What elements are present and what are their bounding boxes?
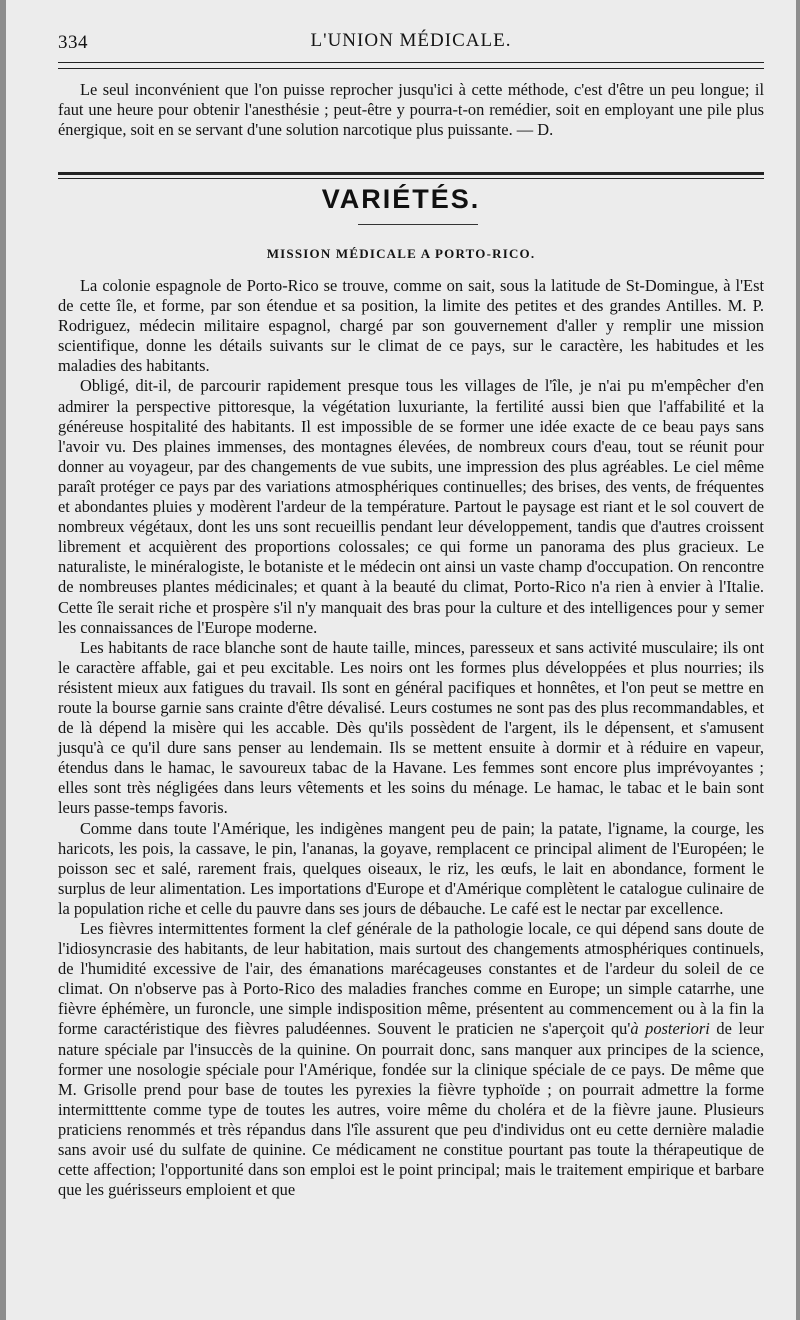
italic-term: à posteriori [630, 1019, 710, 1039]
intro-paragraph [58, 80, 764, 140]
article-paragraph: La colonie espagnole de Porto-Rico se trouve, comme on sait, sous la latitude de St-Domingue, à l'Est de cette île, et forme, par son étendue et sa position, la limite des petites et des grandes Antilles. M. P. Rodriguez, médecin militaire espagnol, chargé par son gouvernement d'aller y remplir une mission scientifique, donne les détails suivants sur le climat de ce pays, sur le caractère, les habitudes et les maladies des habitants. [58, 276, 764, 376]
running-header [58, 28, 764, 58]
article-paragraph: Comme dans toute l'Amérique, les indigènes mangent peu de pain; la patate, l'igname, la courge, les haricots, les pois, la cassave, le pin, l'ananas, la goyave, remplacent ce principal aliment de l'Européen; le poisson sec et salé, rarement frais, quelques oiseaux, le riz, les œufs, le lait en abondance, forment le surplus de leur alimentation. Les importations d'Europe et d'Amérique complètent le catalogue culinaire de la population riche et celle du pauvre dans ses jours de débauche. Le café est le nectar par excellence. [58, 818, 764, 918]
article-paragraph: Obligé, dit-il, de parcourir rapidement presque tous les villages de l'île, je n'ai pu m'empêcher d'en admirer la perspective pittoresque, la végétation luxuriante, la fertilité aussi bien que l'affabilité et la généreuse hospitalité des habitants. Il est impossible de se former une idée exacte de ce beau pays sans l'avoir vu. Des plaines immenses, des montagnes élevées, de nombreux cours d'eau, tout se réunit pour donner au voyageur, par des changements de vue subits, une impression des plus agréables. Le ciel même paraît protéger ce pays par des variations atmosphériques continuelles; des brises, des vents, de fréquentes et abondantes pluies y modèrent l'ardeur de la température. Partout le paysage est riant et le sol couvert de nombreux végétaux, dont les uns sont recueillis pendant leur développement, tandis que d'autres croissent librement et acquièrent des proportions colossales; ce qui forme un panorama des plus gracieux. Le naturaliste, le minéralogiste, le botaniste et le médecin ont ainsi un vaste champ d'occupation. On rencontre de nombreuses plantes médicinales; et quant à la beauté du climat, Porto-Rico n'a rien à envier à l'Italie. Cette île serait riche et prospère s'il n'y manquait des bras pour la culture et des intelligences pour y semer les connaissances de l'Europe moderne. [58, 376, 764, 637]
section-divider-2 [58, 178, 764, 179]
article-body [58, 276, 764, 1200]
article-title: MISSION MÉDICALE A PORTO-RICO. [266, 246, 536, 261]
journal-page [6, 0, 796, 1320]
article-paragraph: Les habitants de race blanche sont de haute taille, minces, paresseux et sans activité musculaire; ils ont le caractère affable, gai et peu excitable. Les noirs ont les formes plus développées et plus nourries; ils résistent mieux aux fatigues du travail. Ils sont en général pacifiques et honnêtes, et l'on peut se mettre en route la bourse garnie sans crainte d'être dévalisé. Leurs costumes ne sont pas des plus recommandables, et de là dépend la misère qui les accable. Dès qu'ils possèdent de l'argent, ils le dépensent, et s'amusent jusqu'à ce qu'il dure sans penser au lendemain. Ils se mettent ensuite à dormir et à réduire en vapeur, étendus dans le hamac, le savoureux tabac de la Havane. Les femmes sont encore plus imprévoyantes ; elles sont très négligées dans leurs vêtements et les soins du ménage. Le hamac, le tabac et le bain sont leurs passe-temps favoris. [58, 637, 764, 818]
header-rule [58, 62, 764, 63]
journal-title: L'UNION MÉDICALE. [310, 30, 512, 51]
intro-text: Le seul inconvénient que l'on puisse reprocher jusqu'ici à cette méthode, c'est d'être un peu longue; il faut une heure pour obtenir l'anesthésie ; peut-être y pourra-t-on remédier, soit en employant une pile plus énergique, soit en se servant d'une solution narcotique plus puissante. — D. [58, 80, 764, 140]
paragraph-text: de leur nature spéciale par l'insuccès de la quinine. On pourrait donc, sans manquer aux principes de la science, former une nosologie spéciale pour l'Amérique, fondée sur la clinique spéciale de ce pays. De même que M. Grisolle prend pour base de toutes les pyrexies la fièvre typhoïde ; on pourrait admettre la forme intermitttente comme type de toutes les autres, voire même du choléra et de la fièvre jaune. Plusieurs praticiens renommés et très répandus dans l'île assurent que peu d'individus ont eu cette dernière maladie sans avoir usé du sulfate de quinine. Ce médicament ne constitue pourtant pas toute la thérapeutique de cette affection; l'opportunité dans son emploi est le point principal; mais le traitement empirique et barbare que les guérisseurs emploient et que [58, 1019, 765, 1200]
heading-underline [358, 224, 478, 225]
article-paragraph [58, 919, 764, 1200]
section-heading: VARIÉTÉS. [321, 184, 481, 214]
paragraph-text: Les fièvres intermittentes forment la clef générale de la pathologie locale, ce qui dépend sans doute de l'idiosyncrasie des habitants, de leur habitation, mais surtout des changements atmosphériques continuels, de l'humidité excessive de l'air, des émanations marécageuses constantes et de l'ardeur du soleil de ce climat. On n'observe pas à Porto-Rico des maladies franches comme en Europe; un simple catarrhe, une fièvre éphémère, un furoncle, une simple indisposition même, présentent au commencement ou à la fin la forme caractéristique des fièvres paludéennes. Souvent le praticien ne s'aperçoit qu' [58, 919, 764, 1039]
header-rule-2 [58, 68, 764, 69]
page-number: 334 [58, 32, 88, 53]
section-divider [58, 172, 764, 175]
